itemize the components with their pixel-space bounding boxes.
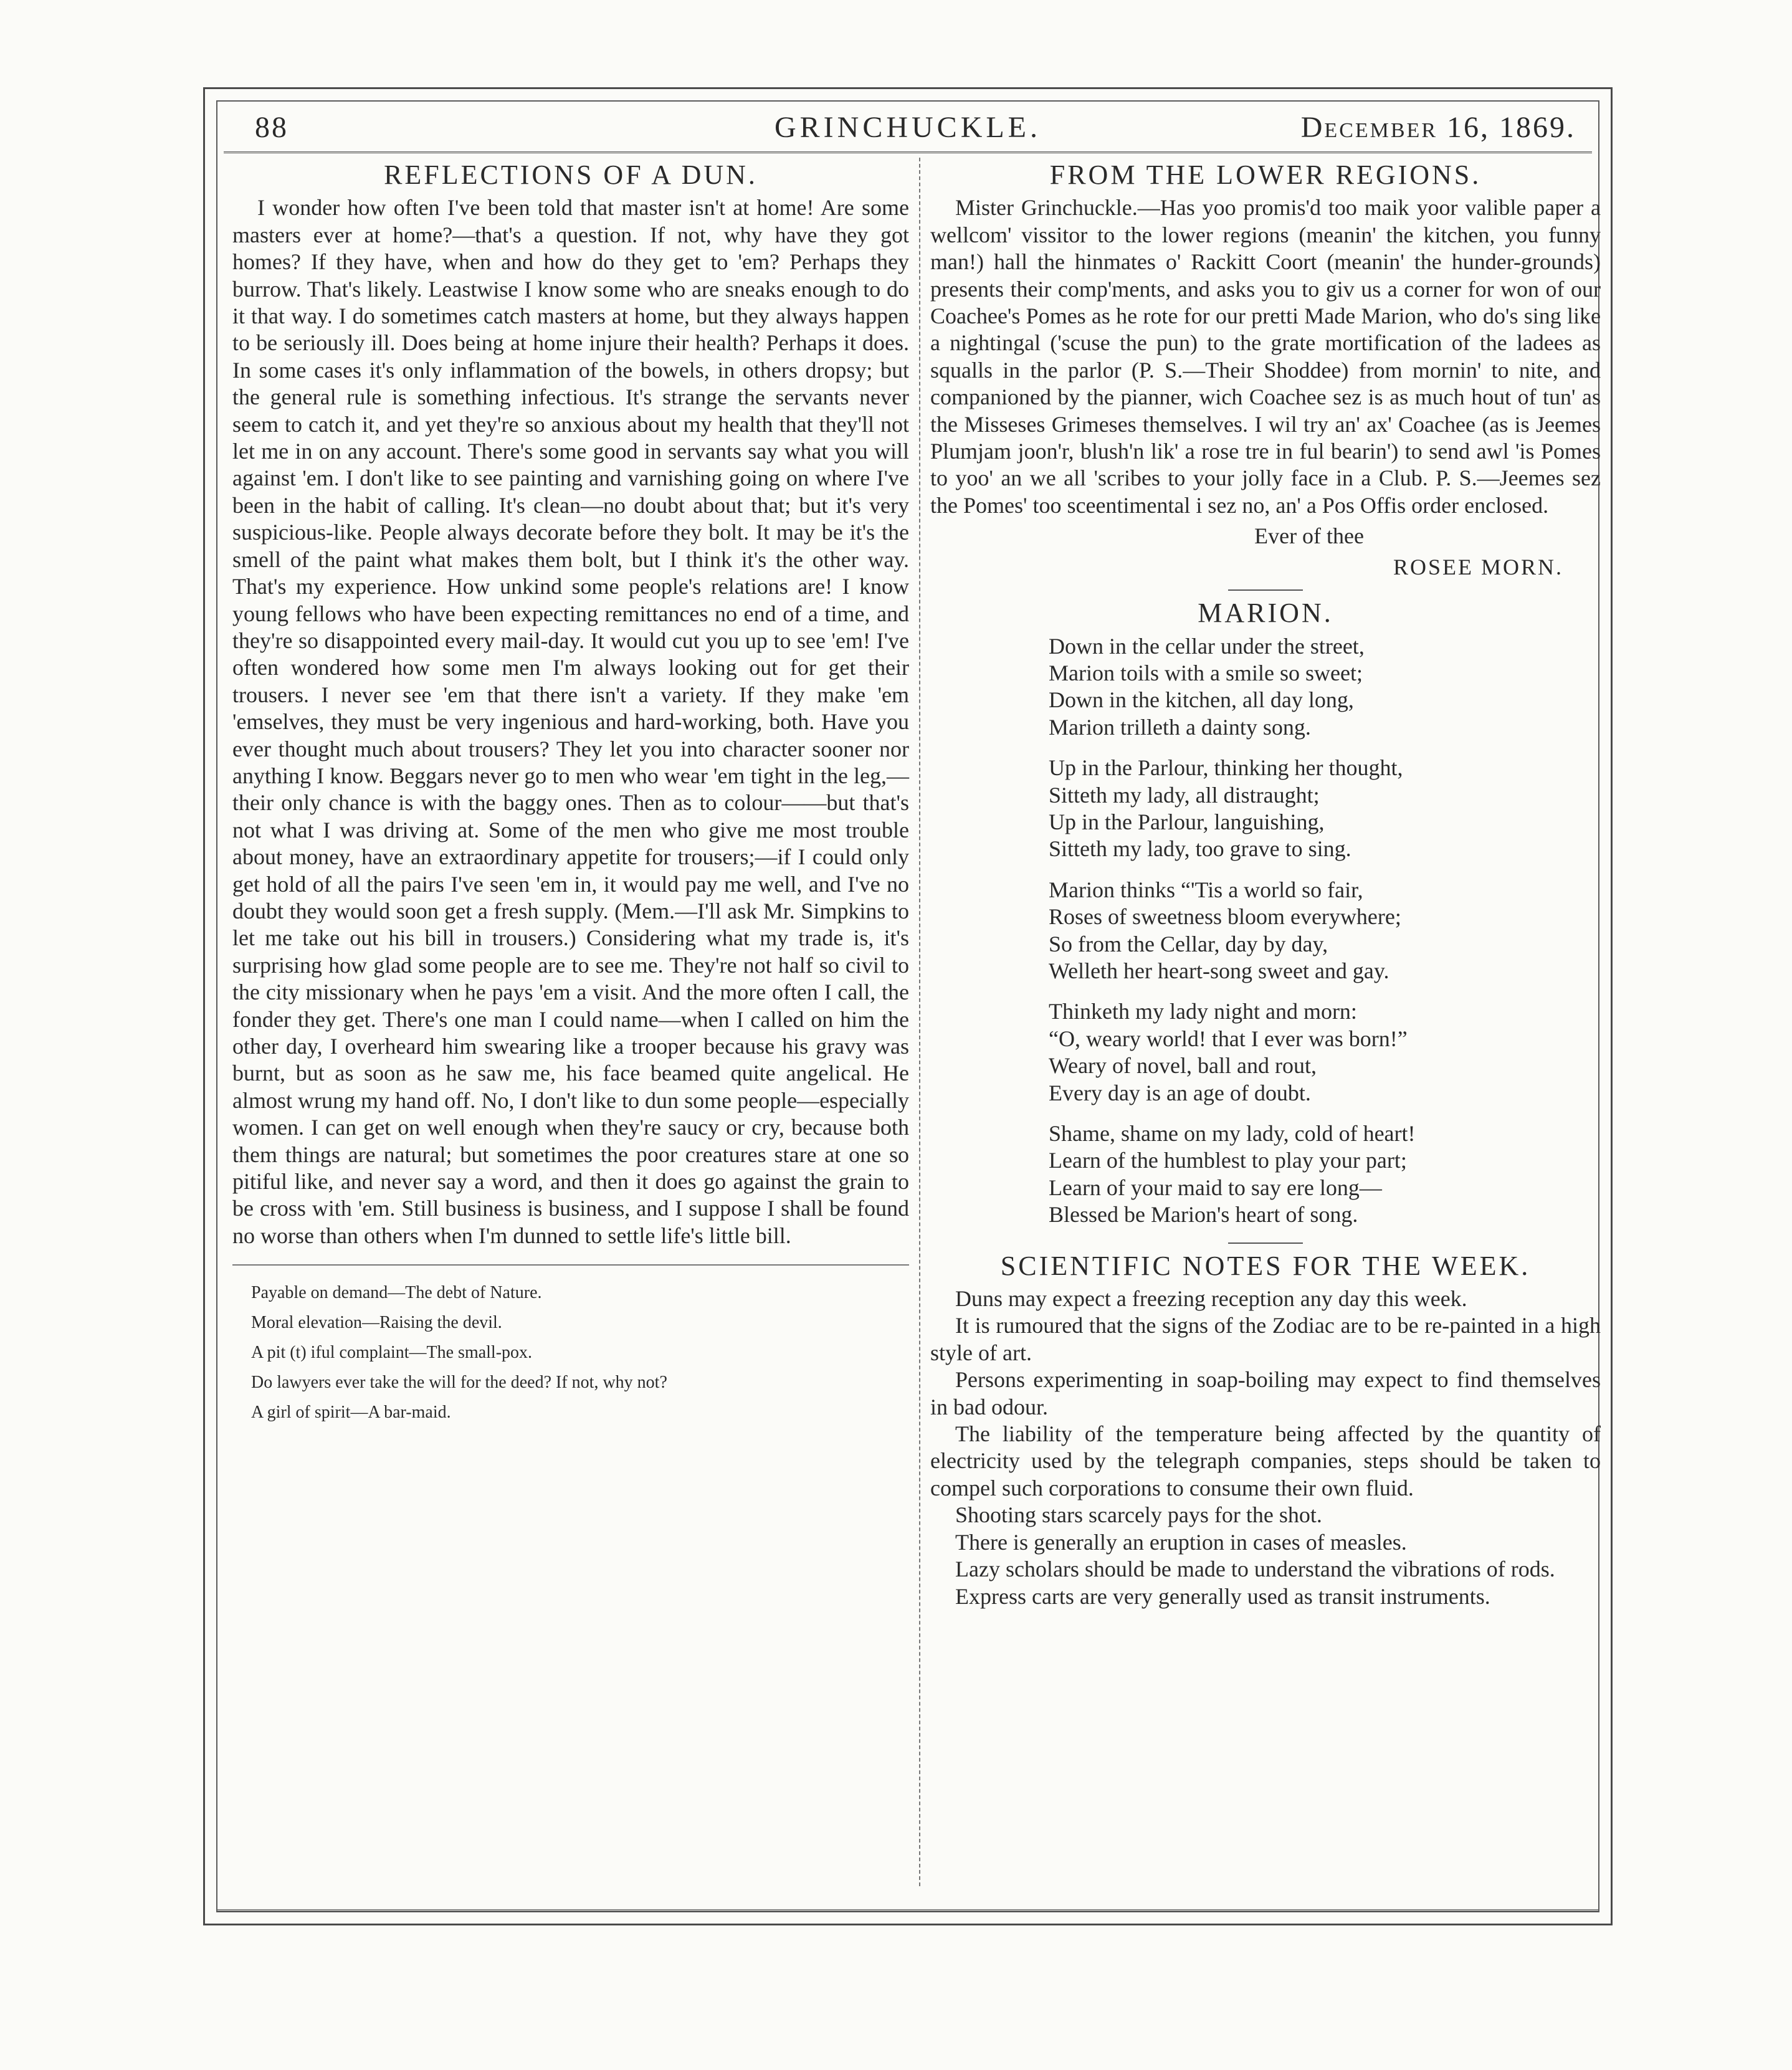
joke-item: Moral elevation—Raising the devil.	[251, 1313, 502, 1333]
note-item: Lazy scholars should be made to understand the vibrations of rods.	[955, 1557, 1555, 1582]
poem-line: Marion trilleth a dainty song.	[1049, 714, 1311, 740]
joke-item: Do lawyers ever take the will for the deed? If not, why not?	[251, 1373, 667, 1393]
poem-stanza	[1049, 998, 1601, 1107]
masthead-rule	[224, 151, 1592, 153]
right-column	[930, 161, 1601, 1610]
poem-line: Down in the kitchen, all day long,	[1049, 687, 1354, 713]
article-heading-dun: REFLECTIONS OF A DUN.	[384, 160, 758, 190]
scientific-notes	[930, 1285, 1601, 1610]
column-divider	[919, 158, 920, 1886]
joke-item: Payable on demand—The debt of Nature.	[251, 1283, 542, 1303]
poem-line: Up in the Parlour, languishing,	[1049, 809, 1325, 834]
poem-line: Marion toils with a smile so sweet;	[1049, 660, 1363, 685]
note-item: It is rumoured that the signs of the Zodiac are to be re-painted in a high style of art.	[930, 1313, 1601, 1365]
letter-body: Mister Grinchuckle.—Has yoo promis'd too maik yoor valible paper a wellcom' vissitor to the lower regions (meanin' the kitchen, you funny man!) hall the hinmates o' Rackitt Coort (meanin' the hunder-grounds) presents their comp'ments, and asks you to giv us a corner for won of our Coachee's Pomes as he rote for our pretti Made Marion, who do's sing like a nightingal ('scuse the pun) to the grate mortification of the ladees as squalls in the parlor (P. S.—Their Shoddee) from mornin' to nite, and companioned by the pianner, wich Coachee sez is as much hout of tun' as the Misseses Grimeses themselves. I wil try an' ax' Coachee (as is Jeemes Plumjam joon'r, blush'n lik' a rose tre in ful bearin') to send awl 'is Pomes to yoo' an we all 'scribes to your jolly face in a Club. P. S.—Jeemes sez the Pomes' too sceentimental i sez no, an' a Pos Offis order enclosed.	[930, 195, 1601, 518]
poem-stanza	[1049, 755, 1601, 863]
poem-line: Down in the cellar under the street,	[1049, 633, 1365, 659]
poem-line: “O, weary world! that I ever was born!”	[1049, 1026, 1408, 1051]
poem-line: Sitteth my lady, too grave to sing.	[1049, 836, 1351, 862]
note-item: Persons experimenting in soap-boiling may expect to find themselves in bad odour.	[930, 1367, 1601, 1419]
poem-line: Marion thinks “'Tis a world so fair,	[1049, 877, 1363, 902]
poem-line: Up in the Parlour, thinking her thought,	[1049, 755, 1403, 781]
publication-title: GRINCHUCKLE.	[774, 111, 1041, 144]
section-rule	[1228, 1242, 1303, 1244]
note-item: Duns may expect a freezing reception any day this week.	[955, 1286, 1467, 1312]
notes-heading: SCIENTIFIC NOTES FOR THE WEEK.	[1000, 1250, 1531, 1281]
issue-date: December 16, 1869.	[1300, 111, 1576, 144]
joke-item: A girl of spirit—A bar-maid.	[251, 1403, 451, 1423]
note-item: Express carts are very generally used as transit instruments.	[955, 1583, 1490, 1609]
jokes-list	[232, 1264, 909, 1428]
poem-title: MARION.	[1198, 598, 1333, 629]
note-item: The liability of the temperature being affected by the quantity of electricity used by the telegraph companies, steps should be taken to compel such corporations to consume their own fluid.	[930, 1421, 1601, 1500]
newspaper-page	[203, 87, 1613, 1925]
poem-line: Welleth her heart-song sweet and gay.	[1049, 958, 1389, 983]
poem-line: Thinketh my lady night and morn:	[1049, 999, 1357, 1024]
joke-item: A pit (t) iful complaint—The small-pox.	[251, 1343, 533, 1363]
section-rule	[1228, 589, 1303, 591]
poem-line: Weary of novel, ball and rout,	[1049, 1053, 1317, 1079]
article-heading-lower-regions: FROM THE LOWER REGIONS.	[1049, 160, 1482, 190]
poem-line: Sitteth my lady, all distraught;	[1049, 782, 1320, 808]
article-body-dun: I wonder how often I've been told that master isn't at home! Are some masters ever at home?—that's a question. If not, why have they got homes? If they have, when and how do they get to 'em? Perhaps they burrow. That's likely. Leastwise I know some who are sneaks enough to do it that way. I do sometimes catch masters at home, but they always happen to be seriously ill. Does being at home injure their health? Perhaps it does. In some cases it's only inflammation of the bowels, in others dropsy; but the general rule is something infectious. It's strange the servants never seem to catch it, and yet they're so anxious about my health that they'll not let me in on any account. There's some good in servants say what you will against 'em. I don't like to see painting and varnishing going on where I've been in the habit of calling. It's clean—no doubt about that; but it's very suspicious-like. People always decorate before they bolt. It may be it's the smell of the paint what makes them bolt, but I think it's the other way. That's my experience. How unkind some people's relations are! I know young fellows who have been expecting remittances no end of a time, and they're so disappointed every mail-day. It would cut you up to see 'em! I've often wondered how some men I'm always looking out for get their trousers. I never see 'em that there isn't a variety. If they make 'em 'emselves, they must be very ingenious and hard-working, both. Have you ever thought much about trousers? They let you into character sooner nor anything I know. Beggars never go to men who wear 'em tight in the leg,—their only chance is with the baggy ones. Then as to colour——but that's not what I was driving at. Some of the men who give me most trouble about money, have an extraordinary appetite for trousers;—if I could only get hold of all the pairs I've seen 'em in, it would pay me well, and I've no doubt they would soon get a fresh supply. (Mem.—I'll ask Mr. Simpkins to let me take out his bill in trousers.) Considering what my trade is, it's surprising how glad some people are to see me. They're not half so civil to the city missionary when he pays 'em a visit. And the more often I call, the fonder they get. There's one man I could name—when I called on him the other day, I overheard him swearing like a trooper because his gravy was burnt, but as soon as he saw me, his face beamed quite angelical. He almost wrung my hand off. No, I don't like to dun some people—especially women. I can get on well enough when they're saucy or cry, because both them things are natural; but sometimes the poor creatures stare at one so pitiful like, and never say a word, and then it does go against the grain to be cross with 'em. Still business is business, and I suppose I shall be found no worse than others when I'm dunned to settle life's little bill.	[232, 195, 909, 1248]
poem-line: Shame, shame on my lady, cold of heart!	[1049, 1121, 1416, 1146]
poem-line: Learn of the humblest to play your part;	[1049, 1148, 1407, 1173]
poem-stanza	[1049, 1120, 1601, 1229]
poem-stanza	[1049, 877, 1601, 985]
poem-marion	[1049, 633, 1601, 1229]
note-item: Shooting stars scarcely pays for the shot.	[955, 1502, 1322, 1528]
poem-line: Blessed be Marion's heart of song.	[1049, 1202, 1358, 1228]
left-column	[232, 161, 909, 1428]
poem-line: So from the Cellar, day by day,	[1049, 931, 1328, 956]
poem-line: Roses of sweetness bloom everywhere;	[1049, 904, 1401, 930]
page-frame	[216, 100, 1599, 1912]
letter-signature: ROSEE MORN.	[1393, 554, 1563, 580]
poem-line: Every day is an age of doubt.	[1049, 1080, 1311, 1105]
masthead	[217, 110, 1598, 148]
page-number: 88	[255, 111, 288, 144]
letter-closing: Ever of thee	[1254, 523, 1364, 549]
bottom-rule	[217, 1909, 1598, 1911]
poem-line: Learn of your maid to say ere long—	[1049, 1175, 1382, 1200]
note-item: There is generally an eruption in cases of measles.	[955, 1529, 1407, 1555]
poem-stanza	[1049, 633, 1601, 742]
